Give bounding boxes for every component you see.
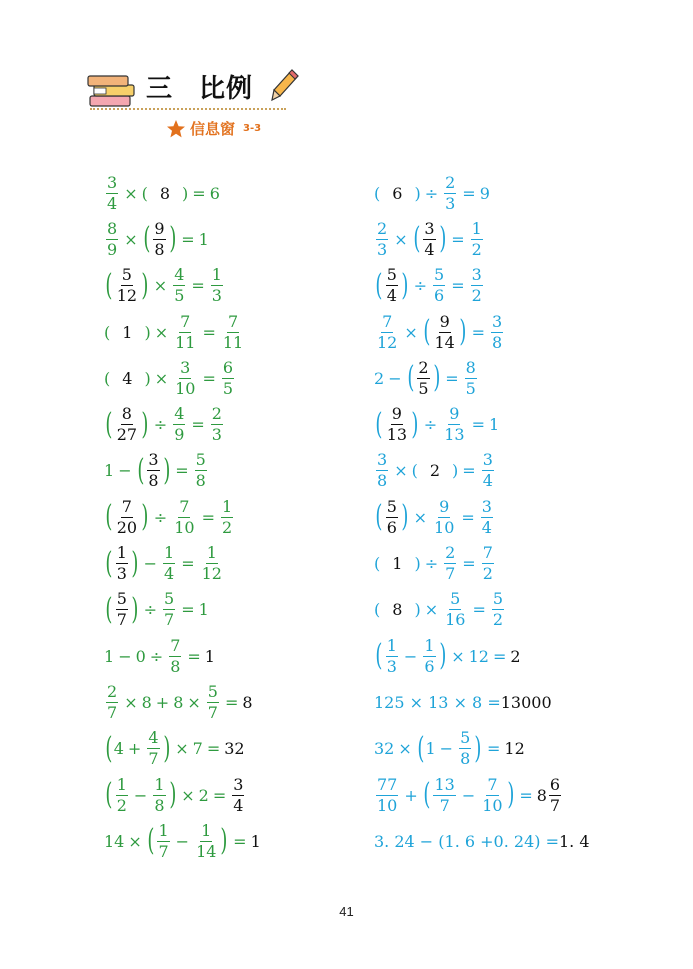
info-window-title: 信息窗 — [190, 120, 236, 138]
equation: ( $\frac{5}{6}$ ) × $\frac{9}{10}$ = $\frac{3}{4}$ — [375, 496, 492, 537]
chapter-title — [146, 68, 253, 105]
equation: ( $\frac{1}{3}$ − $\frac{1}{6}$ ) × 12 = 2 — [375, 635, 521, 676]
chapter-name: 比例 — [199, 74, 254, 104]
equation: 125 × 13 × 8 = 13000 — [374, 692, 552, 712]
header-divider — [90, 108, 286, 110]
equation: ( 4 ) × $\frac{3}{10}$ = $\frac{6}{5}$ — [104, 357, 234, 398]
equation: ( $\frac{9}{13}$ ) ÷ $\frac{9}{13}$ = 1 — [375, 404, 500, 445]
equation: ( $\frac{1}{3}$ ) − $\frac{1}{4}$ = $\frac{1}{12}$ — [105, 543, 222, 584]
left-exercise-column — [104, 170, 261, 864]
equation: 14 × ( $\frac{1}{7}$ − $\frac{1}{14}$ ) = 1 — [104, 820, 261, 861]
equation: ( 1 ) ÷ $\frac{2}{7}$ = $\frac{7}{2}$ — [374, 543, 493, 584]
equation: $\frac{77}{10}$ + ( $\frac{13}{7}$ − $\frac{7}{10}$ ) = 8 $\frac{6}{7}$ — [377, 774, 561, 815]
pencil-icon — [270, 68, 300, 102]
equation: ( $\frac{5}{12}$ ) × $\frac{4}{5}$ = $\frac{1}{3}$ — [105, 265, 222, 306]
equation: ( 6 ) ÷ $\frac{2}{3}$ = 9 — [374, 172, 490, 213]
equation: ( $\frac{5}{7}$ ) ÷ $\frac{5}{7}$ = 1 — [105, 589, 209, 630]
chapter-number: 三 — [146, 74, 174, 104]
equation: ( $\frac{5}{4}$ ) ÷ $\frac{5}{6}$ = $\frac{3}{2}$ — [375, 265, 482, 306]
equation: $\frac{2}{3}$ × ( $\frac{3}{4}$ ) = $\frac{1}{2}$ — [377, 218, 482, 259]
equation: ( 8 ) × $\frac{5}{16}$ = $\frac{5}{2}$ — [374, 589, 504, 630]
equation: ( $\frac{1}{2}$ − $\frac{1}{8}$ ) × 2 = $\frac{3}{4}$ — [105, 774, 244, 815]
info-window-code: 3-3 — [243, 123, 262, 134]
star-icon — [166, 119, 186, 139]
equation: $\frac{3}{4}$ × ( 8 ) = 6 — [107, 172, 220, 213]
equation: $\frac{2}{7}$ × 8 + 8 × $\frac{5}{7}$ = 8 — [107, 681, 253, 722]
equation: $\frac{3}{8}$ × ( 2 ) = $\frac{3}{4}$ — [377, 450, 493, 491]
equation: ( 1 ) × $\frac{7}{11}$ = $\frac{7}{11}$ — [104, 311, 244, 352]
equation: 1 − 0 ÷ $\frac{7}{8}$ = 1 — [104, 635, 215, 676]
equation: 32 × ( 1 − $\frac{5}{8}$ ) = 12 — [374, 728, 525, 769]
equation: 2 − ( $\frac{2}{5}$ ) = $\frac{8}{5}$ — [374, 357, 476, 398]
equation: ( $\frac{8}{27}$ ) ÷ $\frac{4}{9}$ = $\frac{2}{3}$ — [105, 404, 222, 445]
equation: 3. 24 − (1. 6 +0. 24) = 1. 4 — [374, 831, 590, 851]
equation: ( 4 + $\frac{4}{7}$ ) × 7 = 32 — [105, 728, 245, 769]
info-window-label — [166, 118, 261, 139]
page-number: 41 — [339, 904, 354, 919]
chapter-header — [84, 66, 314, 116]
right-exercise-column — [374, 170, 590, 864]
equation: ( $\frac{7}{20}$ ) ÷ $\frac{7}{10}$ = $\frac{1}{2}$ — [105, 496, 233, 537]
equation: 1 − ( $\frac{3}{8}$ ) = $\frac{5}{8}$ — [104, 450, 206, 491]
equation: $\frac{8}{9}$ × ( $\frac{9}{8}$ ) = 1 — [107, 218, 209, 259]
equation: $\frac{7}{12}$ × ( $\frac{9}{14}$ ) = $\frac{3}{8}$ — [377, 311, 503, 352]
